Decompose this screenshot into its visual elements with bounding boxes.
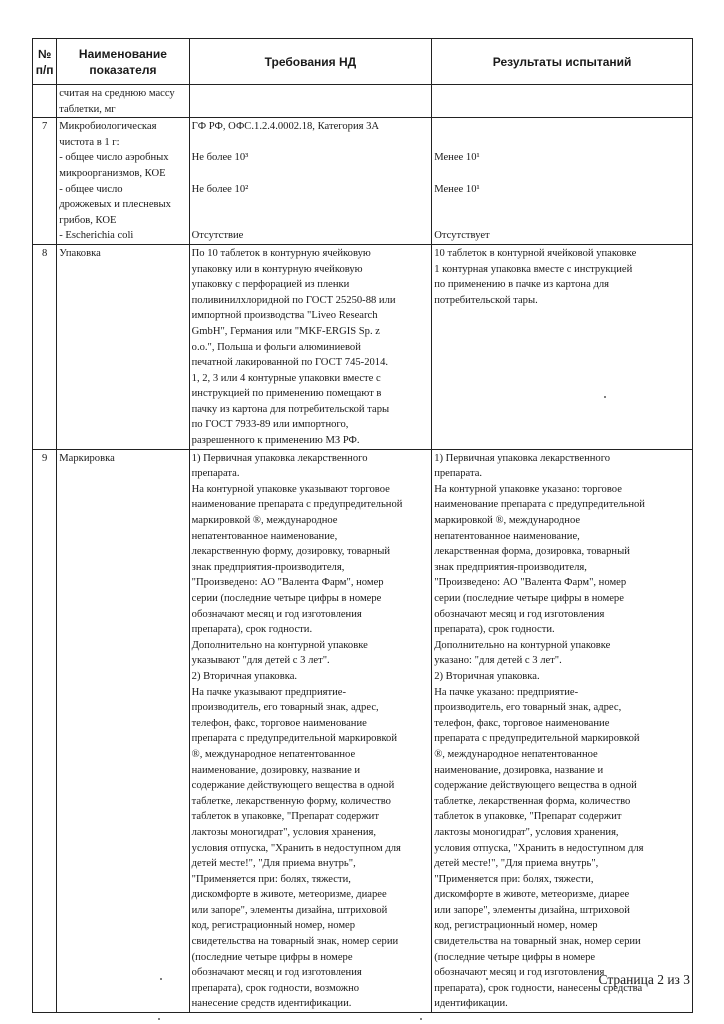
text-line: наименование, дозировку, название и xyxy=(191,764,361,776)
text-line: маркировкой ®, международное xyxy=(191,515,338,527)
text-line: обозначают месяц и год изготовления xyxy=(191,608,362,620)
text-line: Дополнительно на контурной упаковке xyxy=(434,639,611,651)
text-line: печатной лакированной по ГОСТ 745-2014. xyxy=(191,357,389,369)
text-line: упаковку с перфорацией из пленки xyxy=(191,279,350,291)
text-line: таблетке, лекарственную форму, количество xyxy=(191,795,391,807)
row-indicator xyxy=(57,244,189,449)
row-indicator xyxy=(57,449,189,1012)
text-line: детей месте!", "Для приема внутрь", xyxy=(434,858,599,870)
text-line: 2) Вторичная упаковка. xyxy=(191,670,298,682)
row-requirements xyxy=(189,118,432,245)
requirement-ecoli: Отсутствие xyxy=(191,230,244,242)
text-line: дискомфорте в животе, метеоризме, диарее xyxy=(191,889,387,901)
text-line: импортной производства "Liveo Research xyxy=(191,310,378,322)
text-line: препарата), срок годности. xyxy=(191,624,313,636)
indicator-line: - общее число xyxy=(59,183,123,195)
page-number: Страница 2 из 3 xyxy=(598,972,690,987)
text-line: (последние четыре цифры в номере xyxy=(434,951,596,963)
text-line: 1) Первичная упаковка лекарственного xyxy=(191,452,368,464)
text-line: пачку из картона для потребительской тары xyxy=(191,403,390,415)
text-line: маркировкой ®, международное xyxy=(434,515,581,527)
text-line: o.o.", Польша и фольги алюминиевой xyxy=(191,341,361,353)
text-line: условия отпуска, "Хранить в недоступном для xyxy=(191,842,401,854)
text-line: GmbH", Германия или "MKF-ERGIS Sp. z xyxy=(191,325,380,337)
text-line: На пачке указывают предприятие- xyxy=(191,686,347,698)
text-line: разрешенного к применению МЗ РФ. xyxy=(191,435,360,447)
text-line: дискомфорте в животе, метеоризме, диарее xyxy=(434,889,630,901)
text-line: лекарственную форму, дозировку, товарный xyxy=(191,546,391,558)
text-line: 2) Вторичная упаковка. xyxy=(434,670,540,682)
indicator-line: грибов, КОЕ xyxy=(59,214,117,226)
text-line: таблетке, лекарственная форма, количество xyxy=(434,795,631,807)
row-requirements xyxy=(189,85,432,118)
requirement-yeast: Не более 10² xyxy=(191,183,249,195)
text-line: код, регистрационный номер, номер xyxy=(191,920,356,932)
requirement-aerobic: Не более 10³ xyxy=(191,152,249,164)
indicator-line: Упаковка xyxy=(59,247,101,259)
text-line: На пачке указано: предприятие- xyxy=(434,686,579,698)
text-line: ®, международное непатентованное xyxy=(434,748,598,760)
text-line: препарата), срок годности. xyxy=(434,624,555,636)
text-line: указано: "для детей с 3 лет". xyxy=(434,655,562,667)
indicator-line: - общее число аэробных xyxy=(59,152,169,164)
header-indicator: Наименование показателя xyxy=(57,39,189,85)
result-aerobic: Менее 10¹ xyxy=(434,152,480,164)
text-line: детей месте!", "Для приема внутрь", xyxy=(191,858,356,870)
row-results xyxy=(432,85,693,118)
text-line: или запоре", элементы дизайна, штриховой xyxy=(434,904,630,916)
text-line: таблеток в упаковке, "Препарат содержит xyxy=(191,811,379,823)
text-line: обозначают месяц и год изготовления xyxy=(434,967,605,979)
row-results xyxy=(432,449,693,1012)
text-line: обозначают месяц и год изготовления xyxy=(434,608,605,620)
text-line: На контурной упаковке указывают торговое xyxy=(191,483,390,495)
text-line: препарата), срок годности, нанесены средства xyxy=(434,982,643,994)
text-line: или запоре", элементы дизайна, штриховой xyxy=(191,904,388,916)
text-line: лактозы моногидрат", условия хранения, xyxy=(434,826,619,838)
text-line: препарата. xyxy=(434,468,483,480)
text-line: содержание действующего вещества в одной xyxy=(434,780,637,792)
text-line: содержание действующего вещества в одной xyxy=(191,780,395,792)
row-indicator xyxy=(57,85,189,118)
text-line: "Применяется при: болях, тяжести, xyxy=(434,873,594,885)
text-line: По 10 таблеток в контурную ячейковую xyxy=(191,247,371,259)
indicator-line: таблетки, мг xyxy=(59,103,116,115)
text-line: упаковку или в контурную ячейковую xyxy=(191,263,363,275)
text-line: непатентованное наименование, xyxy=(434,530,580,542)
text-line: телефон, факс, торговое наименование xyxy=(434,717,610,729)
header-results: Результаты испытаний xyxy=(432,39,693,85)
text-line: по ГОСТ 7933-89 или импортного, xyxy=(191,419,349,431)
text-line: код, регистрационный номер, номер xyxy=(434,920,598,932)
row-num: 9 xyxy=(33,449,57,1012)
text-line: 1 контурная упаковка вместе с инструкцией xyxy=(434,263,633,275)
table-row-continuation xyxy=(33,85,693,118)
indicator-line: Микробиологическая xyxy=(59,121,157,133)
indicator-line: считая на среднюю массу xyxy=(59,88,175,99)
test-results-table xyxy=(32,38,693,1013)
text-line: телефон, факс, торговое наименование xyxy=(191,717,367,729)
header-requirements: Требования НД xyxy=(189,39,432,85)
text-line: непатентованное наименование, xyxy=(191,530,338,542)
text-line: обозначают месяц и год изготовления xyxy=(191,967,362,979)
text-line: "Произведено: АО "Валента Фарм", номер xyxy=(191,577,384,589)
text-line: свидетельства на товарный знак, номер серии xyxy=(434,936,641,948)
text-line: по применению в пачке из картона для xyxy=(434,279,609,291)
result-yeast: Менее 10¹ xyxy=(434,183,480,195)
scan-speck xyxy=(604,396,606,398)
indicator-line: дрожжевых и плесневых xyxy=(59,199,171,211)
indicator-line: чистота в 1 г: xyxy=(59,136,120,148)
text-line: наименование, дозировка, название и xyxy=(434,764,604,776)
row-requirements xyxy=(189,449,432,1012)
text-line: серии (последние четыре цифры в номере xyxy=(434,593,624,604)
text-line: идентификации. xyxy=(434,998,508,1010)
text-line: поливинилхлоридной по ГОСТ 25250-88 или xyxy=(191,294,396,306)
table-row-8 xyxy=(33,244,693,449)
text-line: наименование препарата с предупредительной xyxy=(191,499,403,511)
text-line: знак предприятия-производителя, xyxy=(191,561,345,573)
indicator-line: Маркировка xyxy=(59,452,115,464)
text-line: "Применяется при: болях, тяжести, xyxy=(191,873,351,885)
scan-speck xyxy=(158,1018,160,1020)
text-line: ®, международное непатентованное xyxy=(191,748,356,760)
text-line: лекарственная форма, дозировка, товарный xyxy=(434,546,630,558)
text-line: (последние четыре цифры в номере xyxy=(191,951,353,963)
text-line: инструкцией по применению помещают в xyxy=(191,388,382,400)
text-line: производитель, его товарный знак, адрес, xyxy=(191,702,379,714)
text-line: Дополнительно на контурной упаковке xyxy=(191,639,368,651)
text-line: потребительской тары. xyxy=(434,294,538,306)
indicator-line: - Escherichia coli xyxy=(59,230,134,242)
text-line: "Произведено: АО "Валента Фарм", номер xyxy=(434,577,627,589)
text-line: знак предприятия-производителя, xyxy=(434,561,587,573)
table-header-row xyxy=(33,39,693,85)
text-line: производитель, его товарный знак, адрес, xyxy=(434,702,622,714)
text-line: нанесение средств идентификации. xyxy=(191,998,352,1010)
text-line: указывают "для детей с 3 лет". xyxy=(191,655,330,667)
scan-speck xyxy=(486,978,488,980)
text-line: препарата. xyxy=(191,468,240,480)
text-line: наименование препарата с предупредительной xyxy=(434,499,645,511)
text-line: 1, 2, 3 или 4 контурные упаковки вместе с xyxy=(191,372,381,384)
scan-speck xyxy=(420,1018,422,1020)
row-results xyxy=(432,244,693,449)
table-row-7 xyxy=(33,118,693,245)
row-indicator xyxy=(57,118,189,245)
header-num: № п/п xyxy=(33,39,57,85)
text-line: На контурной упаковке указано: торговое xyxy=(434,483,622,495)
text-line: препарата с предупредительной маркировкой xyxy=(191,733,398,745)
text-line: 1) Первичная упаковка лекарственного xyxy=(434,452,611,464)
scan-speck xyxy=(160,978,162,980)
text-line: условия отпуска, "Хранить в недоступном для xyxy=(434,842,644,854)
text-line: препарата с предупредительной маркировкой xyxy=(434,733,640,745)
text-line: 10 таблеток в контурной ячейковой упаковке xyxy=(434,247,637,259)
text-line: свидетельства на товарный знак, номер серии xyxy=(191,936,399,948)
row-num xyxy=(33,85,57,118)
text-line: препарата), срок годности, возможно xyxy=(191,982,360,994)
row-requirements xyxy=(189,244,432,449)
indicator-line: микроорганизмов, КОЕ xyxy=(59,167,166,179)
row-results xyxy=(432,118,693,245)
requirement-standard: ГФ РФ, ОФС.1.2.4.0002.18, Категория 3А xyxy=(191,121,380,133)
result-ecoli: Отсутствует xyxy=(434,230,490,242)
text-line: лактозы моногидрат", условия хранения, xyxy=(191,826,377,838)
row-num: 8 xyxy=(33,244,57,449)
table-row-9 xyxy=(33,449,693,1012)
text-line: серии (последние четыре цифры в номере xyxy=(191,593,382,604)
row-num: 7 xyxy=(33,118,57,245)
text-line: таблеток в упаковке, "Препарат содержит xyxy=(434,811,622,823)
